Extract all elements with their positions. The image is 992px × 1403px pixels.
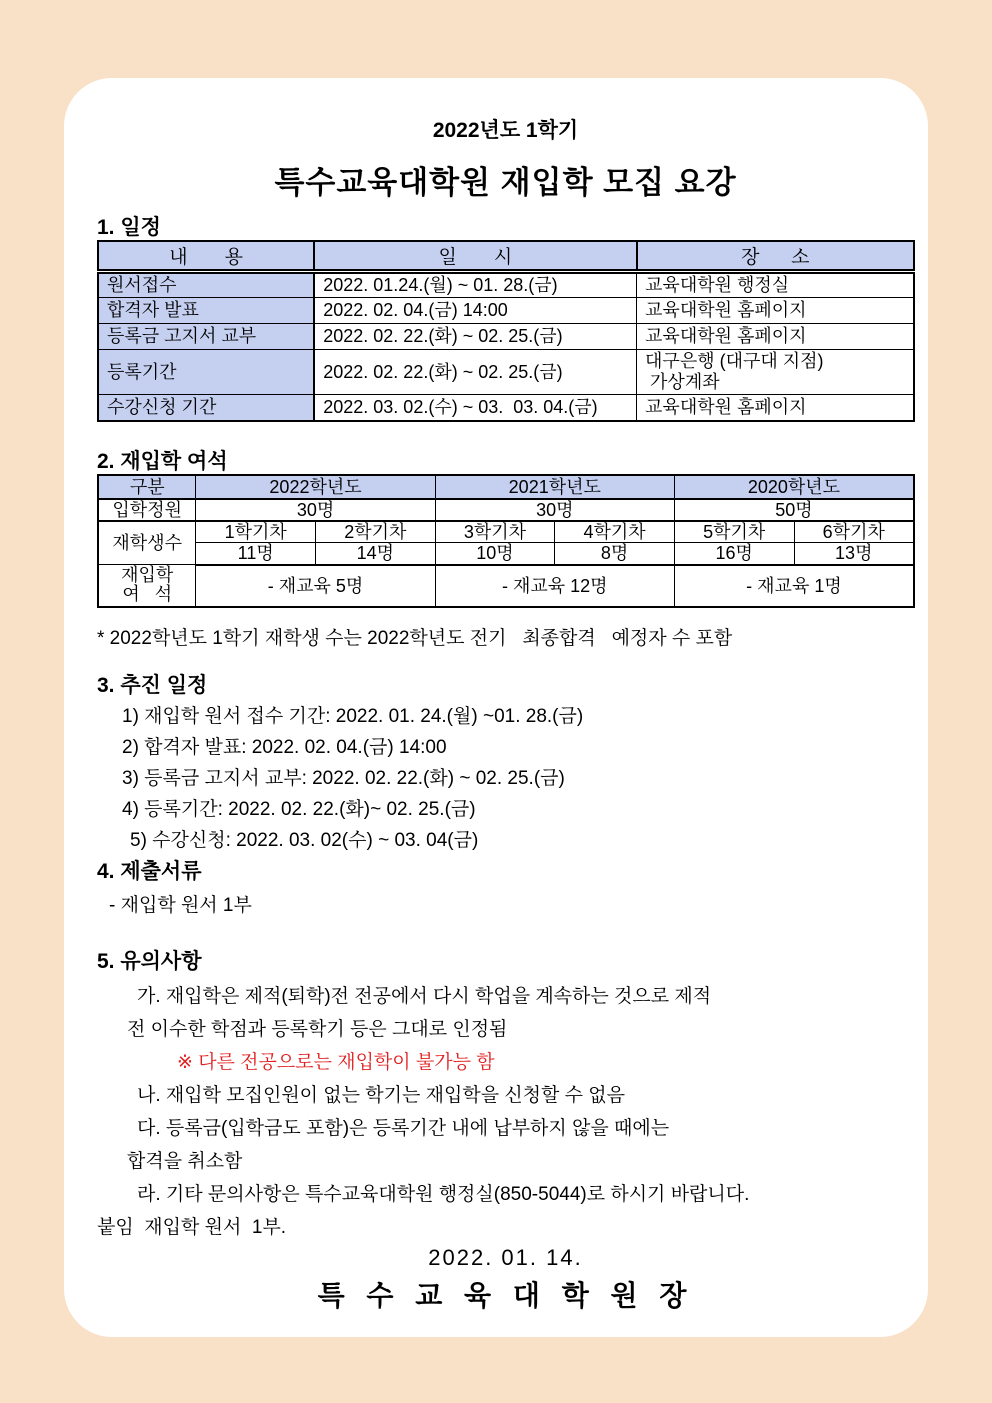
vacancy-table xyxy=(97,474,915,608)
notice-list xyxy=(97,980,914,1244)
list-item: 4) 등록기간: 2022. 02. 22.(화)~ 02. 25.(금) xyxy=(122,798,476,820)
schedule-list xyxy=(97,704,914,853)
semester-4: 4학기차 xyxy=(555,521,675,543)
semester-5: 5학기차 xyxy=(674,521,794,543)
quota-2022: 30명 xyxy=(196,499,435,521)
doc-subtitle: 2022년도 1학기 xyxy=(432,119,579,142)
notice-ga-line2: 전 이수한 학점과 등록학기 등은 그대로 인정됨 xyxy=(127,1018,508,1040)
notice-warning: ※ 다른 전공으로는 재입학이 불가능 함 xyxy=(177,1051,495,1073)
doc-title: 특수교육대학원 재입학 모집 요강 xyxy=(274,165,737,200)
table-row xyxy=(98,298,914,324)
semester-6: 6학기차 xyxy=(794,521,914,543)
schedule-col-datetime: 일 시 xyxy=(314,241,636,272)
footnote: * 2022학년도 1학기 재학생 수는 2022학년도 전기 최종합격 예정자 수 포함 xyxy=(97,627,733,649)
list-item: 3) 등록금 고지서 교부: 2022. 02. 22.(화) ~ 02. 25.(금) xyxy=(122,767,565,789)
row-place: 교육대학원 홈페이지 xyxy=(637,395,914,421)
vacancy-2020: - 재교육 1명 xyxy=(674,565,914,607)
table-row xyxy=(98,272,914,298)
list-item: 2) 합격자 발표: 2022. 02. 04.(금) 14:00 xyxy=(122,736,447,758)
row-label: 등록기간 xyxy=(98,350,314,395)
row-place-line1: 대구은행 (대구대 지점) xyxy=(645,351,824,371)
quota-row xyxy=(98,499,914,521)
row-time: 2022. 02. 22.(화) ~ 02. 25.(금) xyxy=(314,350,636,395)
schedule-col-content: 내 용 xyxy=(98,241,314,272)
enrolled-6: 13명 xyxy=(794,543,914,565)
enrolled-2: 14명 xyxy=(316,543,436,565)
year-2020: 2020학년도 xyxy=(674,475,914,499)
row-place: 교육대학원 홈페이지 xyxy=(637,298,914,324)
semester-row xyxy=(98,521,914,543)
schedule-header-row xyxy=(98,241,914,272)
quota-label: 입학정원 xyxy=(98,499,196,521)
semester-1: 1학기차 xyxy=(196,521,316,543)
notice-na: 나. 재입학 모집인원이 없는 학기는 재입학을 신청할 수 없음 xyxy=(137,1084,626,1106)
document-panel xyxy=(64,78,928,1337)
signature: 특 수 교 육 대 학 원 장 xyxy=(317,1279,694,1311)
list-item: 5) 수강신청: 2022. 03. 02(수) ~ 03. 04(금) xyxy=(130,829,479,851)
enrolled-label: 재학생수 xyxy=(98,521,196,565)
schedule-table xyxy=(97,240,915,422)
vacancy-col-category: 구분 xyxy=(98,475,196,499)
row-place xyxy=(637,350,914,395)
submission-item: - 재입학 원서 1부 xyxy=(109,894,252,916)
list-item: 1) 재입학 원서 접수 기간: 2022. 01. 24.(월) ~01. 28.(금) xyxy=(122,705,584,727)
row-label: 등록금 고지서 교부 xyxy=(98,324,314,350)
section3-heading: 3. 추진 일정 xyxy=(97,673,208,697)
issue-date: 2022. 01. 14. xyxy=(428,1244,583,1270)
vacancy-row xyxy=(98,565,914,607)
schedule-col-place: 장 소 xyxy=(637,241,914,272)
vacancy-label xyxy=(98,565,196,607)
vacancy-label-line1: 재입학 xyxy=(121,565,174,586)
row-time: 2022. 03. 02.(수) ~ 03. 03. 04.(금) xyxy=(314,395,636,421)
vacancy-2021: - 재교육 12명 xyxy=(435,565,674,607)
enrolled-1: 11명 xyxy=(196,543,316,565)
section1-heading: 1. 일정 xyxy=(97,216,161,239)
row-label: 수강신청 기간 xyxy=(98,395,314,421)
enrolled-4: 8명 xyxy=(555,543,675,565)
row-time: 2022. 01.24.(월) ~ 01. 28.(금) xyxy=(314,272,636,298)
row-label: 원서접수 xyxy=(98,272,314,298)
notice-ra: 라. 기타 문의사항은 특수교육대학원 행정실(850-5044)로 하시기 바랍니다. xyxy=(137,1183,750,1205)
year-2021: 2021학년도 xyxy=(435,475,674,499)
semester-2: 2학기차 xyxy=(316,521,436,543)
notice-ga-line1: 가. 재입학은 제적(퇴학)전 전공에서 다시 학업을 계속하는 것으로 제적 xyxy=(137,985,712,1007)
enrolled-5: 16명 xyxy=(674,543,794,565)
semester-3: 3학기차 xyxy=(435,521,555,543)
quota-2021: 30명 xyxy=(435,499,674,521)
row-place: 교육대학원 홈페이지 xyxy=(637,324,914,350)
vacancy-header-row xyxy=(98,475,914,499)
quota-2020: 50명 xyxy=(674,499,914,521)
row-place: 교육대학원 행정실 xyxy=(637,272,914,298)
section5-heading: 5. 유의사항 xyxy=(97,949,202,973)
row-label: 합격자 발표 xyxy=(98,298,314,324)
table-row xyxy=(98,395,914,421)
vacancy-2022: - 재교육 5명 xyxy=(196,565,435,607)
enrolled-count-row xyxy=(98,543,914,565)
row-place-line2: 가상계좌 xyxy=(645,372,720,392)
year-2022: 2022학년도 xyxy=(196,475,435,499)
section2-heading: 2. 재입학 여석 xyxy=(97,449,228,473)
section4-heading: 4. 제출서류 xyxy=(97,859,202,883)
notice-da-line1: 다. 등록금(입학금도 포함)은 등록기간 내에 납부하지 않을 때에는 xyxy=(137,1117,670,1139)
row-time: 2022. 02. 22.(화) ~ 02. 25.(금) xyxy=(314,324,636,350)
notice-da-line2: 합격을 취소함 xyxy=(127,1150,243,1172)
row-time: 2022. 02. 04.(금) 14:00 xyxy=(314,298,636,324)
vacancy-label-line2: 여 석 xyxy=(122,584,173,605)
table-row xyxy=(98,350,914,395)
attachment-line: 붙임 재입학 원서 1부. xyxy=(97,1216,287,1238)
enrolled-3: 10명 xyxy=(435,543,555,565)
table-row xyxy=(98,324,914,350)
